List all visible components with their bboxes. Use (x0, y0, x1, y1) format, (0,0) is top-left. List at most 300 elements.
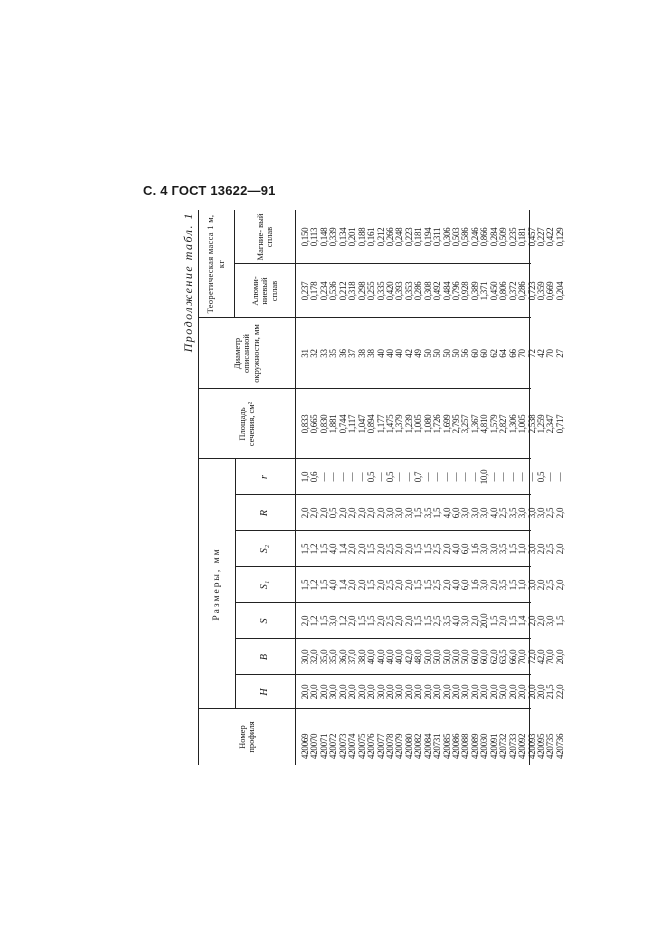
table-cell-d: 64 (498, 349, 509, 358)
table-cell-num: 420078 (384, 733, 395, 759)
table-cell-S2: 2,0 (347, 543, 358, 555)
table-cell-area: 1,475 (384, 414, 395, 434)
table-cell-area: 1,005 (413, 414, 424, 434)
table-cell-num: 420095 (535, 733, 546, 759)
table-cell-mg: 0,223 (403, 227, 414, 247)
table-cell-mg: 0,148 (318, 227, 329, 247)
table-cell-num: 420085 (441, 733, 452, 759)
table-cell-S2: 2,0 (375, 543, 386, 555)
table-cell-B: 62,0 (488, 649, 499, 665)
table-cell-mg: 0,134 (337, 227, 348, 247)
table-cell-area: 1,239 (403, 414, 414, 434)
table-cell-al: 0,286 (413, 281, 424, 301)
table-cell-H: 20,0 (526, 684, 537, 700)
table-cell-R: 3,0 (535, 507, 546, 519)
table-cell-area: 1,005 (517, 414, 528, 434)
table-cell-S2: 6,0 (460, 543, 471, 555)
table-cell-num: 420076 (366, 733, 377, 759)
table-cell-r: — (545, 472, 556, 482)
column-R (295, 495, 565, 531)
column-H (295, 675, 565, 709)
table-cell-S2: 2,0 (356, 543, 367, 555)
table-cell-H: 20,0 (413, 684, 424, 700)
table-cell-r: 1,0 (300, 471, 310, 483)
table-cell-S1: 1,5 (318, 579, 329, 591)
table-cell-B: 36,0 (337, 649, 348, 665)
table-cell-r: 0,5 (384, 471, 395, 483)
table-cell-al: 0,335 (375, 281, 386, 301)
table-cell-area: 1,881 (328, 414, 339, 434)
header-profile-number: Номер профиля (236, 721, 256, 753)
table-cell-B: 40,0 (394, 649, 405, 665)
table-cell-S: 1,5 (356, 615, 367, 627)
table-cell-B: 37,0 (347, 649, 358, 665)
table-cell-H: 20,0 (507, 684, 518, 700)
table-cell-S2: 3,5 (498, 543, 509, 555)
dimensions-table (198, 210, 565, 765)
table-cell-al: 0,492 (432, 281, 443, 301)
table-cell-H: 20,0 (356, 684, 367, 700)
header-B: B (259, 653, 271, 661)
table-cell-mg: 0,212 (375, 227, 386, 247)
table-cell-H: 30,0 (394, 684, 405, 700)
table-cell-al: 0,178 (309, 281, 320, 301)
table-cell-area: 1,699 (441, 414, 452, 434)
table-cell-d: 60 (479, 349, 490, 358)
table-cell-R: 2,0 (375, 507, 386, 519)
table-cell-S1: 1,5 (300, 579, 310, 591)
table-cell-S: 2,0 (469, 615, 480, 627)
table-cell-S: 1,2 (309, 615, 320, 627)
table-cell-S: 3,0 (460, 615, 471, 627)
table-cell-S1: 1,5 (422, 579, 433, 591)
table-cell-area: 0,665 (309, 414, 320, 434)
table-cell-S1: 2,0 (403, 579, 414, 591)
table-cell-d: 27 (554, 349, 565, 358)
header-aluminium: Алюми- ниевый сплав (249, 276, 279, 306)
table-cell-al: 0,450 (488, 281, 499, 301)
table-cell-al: 0,255 (366, 281, 377, 301)
table-cell-S2: 2,0 (554, 543, 565, 555)
table-cell-mg: 0,201 (347, 227, 358, 247)
table-cell-S1: 4,0 (328, 579, 339, 591)
continuation-label: Продолжение табл. 1 (181, 212, 195, 353)
table-cell-S2: 1,5 (318, 543, 329, 555)
table-cell-mg: 0,311 (432, 227, 443, 247)
table-cell-B: 42,0 (403, 649, 414, 665)
table-cell-area: 1,579 (488, 414, 499, 434)
table-cell-H: 20,0 (422, 684, 433, 700)
table-cell-H: 20,0 (432, 684, 443, 700)
table-cell-S2: 3,0 (479, 543, 490, 555)
table-cell-B: 30,0 (300, 649, 310, 665)
table-cell-S2: 3,0 (488, 543, 499, 555)
table-cell-S1: 2,5 (432, 579, 443, 591)
table-cell-S: 1,5 (413, 615, 424, 627)
table-cell-S: 1,5 (318, 615, 329, 627)
table-cell-num: 420080 (403, 733, 414, 759)
table-cell-al: 0,212 (337, 281, 348, 301)
table-cell-al: 0,308 (422, 281, 433, 301)
table-cell-B: 40,0 (366, 649, 377, 665)
table-cell-mg: 0,235 (507, 227, 518, 247)
table-cell-S1: 2,0 (347, 579, 358, 591)
column-diameter (295, 318, 565, 389)
table-cell-S: 1,5 (422, 615, 433, 627)
table-cell-d: 38 (356, 349, 367, 358)
table-cell-mg: 0,284 (488, 227, 499, 247)
table-cell-r: — (460, 472, 471, 482)
table-cell-S2: 1,5 (422, 543, 433, 555)
table-cell-area: 1,177 (375, 414, 386, 434)
table-cell-R: 3,0 (384, 507, 395, 519)
table-cell-d: 50 (432, 349, 443, 358)
table-cell-H: 20,0 (469, 684, 480, 700)
table-cell-S1: 2,0 (535, 579, 546, 591)
table-cell-S: 3,5 (441, 615, 452, 627)
table-cell-mg: 0,866 (479, 227, 490, 247)
header-diameter: Диаметр описанной окружности, мм (231, 324, 261, 383)
table-cell-S2: 1,6 (469, 543, 480, 555)
table-cell-B: 70,0 (517, 649, 528, 665)
table-cell-S1: 2,0 (488, 579, 499, 591)
header-S: S (259, 618, 271, 624)
table-cell-d: 72 (526, 349, 537, 358)
table-cell-area: 0,894 (366, 414, 377, 434)
table-cell-R: 0,5 (328, 507, 339, 519)
table-cell-H: 20,0 (535, 684, 546, 700)
table-cell-area: 2,538 (526, 414, 537, 434)
column-area (295, 389, 565, 459)
table-cell-R: 3,0 (469, 507, 480, 519)
table-cell-d: 42 (403, 349, 414, 358)
table-cell-R: 2,0 (366, 507, 377, 519)
table-cell-mg: 0,509 (498, 227, 509, 247)
table-cell-al: 0,536 (328, 281, 339, 301)
table-cell-S: 2,0 (535, 615, 546, 627)
table-cell-S: 2,0 (300, 615, 310, 627)
table-cell-S: 2,5 (432, 615, 443, 627)
table-cell-al: 0,372 (507, 281, 518, 301)
table-cell-r: — (318, 472, 329, 482)
table-cell-R: 3,0 (403, 507, 414, 519)
table-cell-S1: 2,0 (554, 579, 565, 591)
table-cell-S2: 2,0 (394, 543, 405, 555)
table-cell-B: 50,0 (460, 649, 471, 665)
table-cell-H: 20,0 (451, 684, 461, 700)
table-cell-num: 420736 (554, 733, 565, 759)
table-cell-r: 0,6 (309, 471, 320, 483)
table-cell-al: 0,723 (526, 281, 537, 301)
table-cell-al: 0,393 (394, 281, 405, 301)
table-cell-S: 2,0 (403, 615, 414, 627)
table-cell-S2: 1,0 (517, 543, 528, 555)
table-cell-num: 420070 (309, 733, 320, 759)
table-cell-S2: 1,5 (300, 543, 310, 555)
table-cell-S1: 3,0 (526, 579, 537, 591)
table-cell-al: 0,234 (318, 281, 329, 301)
table-cell-H: 30,0 (328, 684, 339, 700)
table-cell-S: 1,5 (554, 615, 565, 627)
table-cell-num: 420079 (394, 733, 405, 759)
table-cell-d: 35 (328, 349, 339, 358)
table-cell-mg: 0,150 (300, 227, 310, 247)
table-cell-R: 3,0 (517, 507, 528, 519)
table-cell-S: 1,5 (366, 615, 377, 627)
table-cell-H: 20,0 (318, 684, 329, 700)
table-cell-H: 20,0 (403, 684, 414, 700)
header-r: r (259, 475, 271, 479)
table-cell-area: 2,347 (545, 414, 556, 434)
table-cell-d: 60 (469, 349, 480, 358)
table-cell-mg: 0,306 (441, 227, 452, 247)
table-cell-mg: 0,246 (469, 227, 480, 247)
table-cell-mg: 0,181 (413, 227, 424, 247)
table-cell-d: 49 (413, 349, 424, 358)
table-cell-mg: 0,503 (451, 227, 461, 247)
table-cell-S1: 1,5 (413, 579, 424, 591)
table-cell-S: 1,5 (507, 615, 518, 627)
table-cell-d: 33 (318, 349, 329, 358)
table-cell-area: 1,306 (507, 414, 518, 434)
table-cell-mg: 0,129 (554, 227, 565, 247)
table-cell-num: 420084 (422, 733, 433, 759)
table-cell-d: 38 (366, 349, 377, 358)
table-cell-S2: 2,5 (384, 543, 395, 555)
table-cell-R: 2,0 (309, 507, 320, 519)
table-cell-R: 3,0 (526, 507, 537, 519)
table-cell-B: 63,5 (498, 649, 509, 665)
table-cell-S2: 1,5 (413, 543, 424, 555)
table-cell-al: 0,204 (554, 281, 565, 301)
table-cell-S1: 4,0 (451, 579, 461, 591)
table-cell-H: 20,0 (384, 684, 395, 700)
table-cell-num: 420071 (318, 733, 329, 759)
table-cell-num: 420074 (347, 733, 358, 759)
table-cell-r: — (526, 472, 537, 482)
column-S (295, 603, 565, 639)
table-cell-d: 40 (394, 349, 405, 358)
table-cell-r: — (488, 472, 499, 482)
table-cell-B: 50,0 (441, 649, 452, 665)
table-cell-al: 0,359 (535, 281, 546, 301)
table-cell-mg: 0,181 (517, 227, 528, 247)
header-S1: S₁ (259, 580, 271, 590)
table-cell-B: 60,0 (479, 649, 490, 665)
table-cell-S1: 1,5 (366, 579, 377, 591)
table-cell-S1: 2,0 (441, 579, 452, 591)
table-cell-H: 20,0 (366, 684, 377, 700)
table-cell-S: 3,0 (328, 615, 339, 627)
table-cell-r: 0,5 (535, 471, 546, 483)
table-cell-H: 20,0 (441, 684, 452, 700)
table-cell-mg: 0,586 (460, 227, 471, 247)
table-cell-num: 420075 (356, 733, 367, 759)
column-B (295, 639, 565, 675)
table-cell-r: 10,0 (479, 469, 490, 485)
table-cell-S: 2,0 (498, 615, 509, 627)
table-cell-area: 2,795 (451, 414, 461, 434)
table-cell-d: 56 (460, 349, 471, 358)
table-cell-num: 420072 (328, 733, 339, 759)
header-R: R (259, 509, 271, 517)
table-cell-B: 35,0 (318, 649, 329, 665)
table-cell-S1: 2,5 (545, 579, 556, 591)
table-cell-d: 32 (309, 349, 320, 358)
table-cell-S2: 2,0 (535, 543, 546, 555)
table-cell-S2: 4,0 (328, 543, 339, 555)
table-cell-R: 4,0 (441, 507, 452, 519)
table-cell-al: 0,669 (545, 281, 556, 301)
table-cell-al: 0,484 (441, 281, 452, 301)
table-cell-R: 4,0 (488, 507, 499, 519)
table-cell-r: — (554, 472, 565, 482)
table-cell-al: 0,298 (356, 281, 367, 301)
table-cell-B: 42,0 (535, 649, 546, 665)
table-cell-R: 1,5 (432, 507, 443, 519)
table-cell-r: — (451, 472, 461, 482)
table-cell-al: 0,286 (517, 281, 528, 301)
table-cell-area: 1,726 (432, 414, 443, 434)
table-cell-H: 21,5 (545, 684, 556, 700)
table-cell-R: 2,0 (318, 507, 329, 519)
table-cell-al: 0,806 (498, 281, 509, 301)
table-cell-num: 420092 (517, 733, 528, 759)
table-cell-r: — (432, 472, 443, 482)
table-cell-R: 2,0 (356, 507, 367, 519)
table-cell-num: 420086 (451, 733, 461, 759)
table-cell-r: — (337, 472, 348, 482)
table-cell-H: 30,0 (375, 684, 386, 700)
column-aluminium (295, 264, 565, 318)
table-cell-area: 2,827 (498, 414, 509, 434)
header-magnesium: Магние- вый сплав (254, 213, 274, 261)
table-cell-r: — (356, 472, 367, 482)
table-cell-num: 420082 (413, 733, 424, 759)
table-cell-d: 36 (337, 349, 348, 358)
table-cell-num: 420093 (526, 733, 537, 759)
table-cell-r: — (517, 472, 528, 482)
table-cell-d: 50 (451, 349, 461, 358)
table-cell-S1: 2,0 (394, 579, 405, 591)
table-cell-S: 1,2 (337, 615, 348, 627)
table-cell-al: 0,318 (347, 281, 358, 301)
table-cell-mg: 0,266 (384, 227, 395, 247)
table-cell-R: 2,5 (545, 507, 556, 519)
header-mass: Теоретическая масса 1 м, кг (199, 210, 235, 318)
column-S1 (295, 567, 565, 603)
table-cell-mg: 0,188 (356, 227, 367, 247)
table-cell-R: 1,5 (413, 507, 424, 519)
table-cell-area: 4,810 (479, 414, 490, 434)
rotated-table-block (180, 210, 565, 765)
table-cell-d: 31 (300, 349, 310, 358)
table-cell-d: 70 (545, 349, 556, 358)
table-cell-R: 3,5 (422, 507, 433, 519)
table-cell-r: — (394, 472, 405, 482)
table-cell-B: 60,0 (469, 649, 480, 665)
table-cell-al: 1,371 (479, 281, 490, 301)
table-cell-R: 3,5 (507, 507, 518, 519)
table-cell-H: 20,0 (300, 684, 310, 700)
table-cell-S2: 2,0 (441, 543, 452, 555)
table-cell-B: 70,0 (545, 649, 556, 665)
page-header: С. 4 ГОСТ 13622—91 (143, 183, 276, 198)
header-area: Площадь сечения, см² (236, 401, 256, 447)
table-cell-S1: 1,5 (507, 579, 518, 591)
table-cell-H: 20,0 (479, 684, 490, 700)
table-cell-mg: 0,248 (394, 227, 405, 247)
table-cell-S: 2,5 (384, 615, 395, 627)
table-cell-B: 72,0 (526, 649, 537, 665)
table-cell-r: — (403, 472, 414, 482)
table-cell-area: 1,379 (394, 414, 405, 434)
table-cell-R: 3,0 (479, 507, 490, 519)
table-cell-d: 42 (535, 349, 546, 358)
table-cell-R: 3,0 (394, 507, 405, 519)
table-cell-B: 50,0 (432, 649, 443, 665)
column-magnesium (295, 210, 565, 264)
table-cell-B: 38,0 (356, 649, 367, 665)
table-cell-num: 420732 (498, 733, 509, 759)
column-profile-number (295, 709, 565, 765)
column-S2 (295, 531, 565, 567)
column-r (295, 459, 565, 495)
table-cell-num: 420088 (460, 733, 471, 759)
table-cell-num: 420089 (469, 733, 480, 759)
table-cell-al: 0,237 (300, 281, 310, 301)
table-cell-d: 50 (422, 349, 433, 358)
table-cell-S1: 2,0 (375, 579, 386, 591)
table-cell-al: 0,420 (384, 281, 395, 301)
table-cell-S: 2,0 (347, 615, 358, 627)
table-cell-R: 2,5 (498, 507, 509, 519)
table-cell-area: 0,744 (337, 414, 348, 434)
table-cell-area: 1,047 (356, 414, 367, 434)
table-cell-r: — (469, 472, 480, 482)
table-cell-num: 420731 (432, 733, 443, 759)
table-cell-r: — (441, 472, 452, 482)
table-cell-S1: 2,0 (356, 579, 367, 591)
table-cell-S2: 2,0 (403, 543, 414, 555)
table-cell-S1: 1,0 (517, 579, 528, 591)
table-cell-r: — (375, 472, 386, 482)
table-cell-num: 420030 (479, 733, 490, 759)
table-cell-B: 48,0 (413, 649, 424, 665)
table-cell-d: 70 (517, 349, 528, 358)
table-cell-al: 0,928 (460, 281, 471, 301)
table-cell-num: 420733 (507, 733, 518, 759)
table-cell-d: 50 (441, 349, 452, 358)
table-cell-area: 1,367 (469, 414, 480, 434)
table-cell-mg: 0,339 (328, 227, 339, 247)
table-cell-r: 0,5 (366, 471, 377, 483)
table-cell-num: 420077 (375, 733, 386, 759)
table-cell-S: 1,5 (488, 615, 499, 627)
table-cell-H: 20,0 (488, 684, 499, 700)
table-cell-H: 20,0 (337, 684, 348, 700)
table-cell-H: 20,0 (517, 684, 528, 700)
table-cell-H: 20,0 (347, 684, 358, 700)
table-cell-area: 3,257 (460, 414, 471, 434)
table-cell-H: 50,0 (498, 684, 509, 700)
table-cell-num: 420073 (337, 733, 348, 759)
table-cell-H: 30,0 (460, 684, 471, 700)
table-cell-S2: 1,5 (366, 543, 377, 555)
table-cell-d: 62 (488, 349, 499, 358)
table-cell-S2: 4,0 (451, 543, 461, 555)
table-cell-num: 420091 (488, 733, 499, 759)
